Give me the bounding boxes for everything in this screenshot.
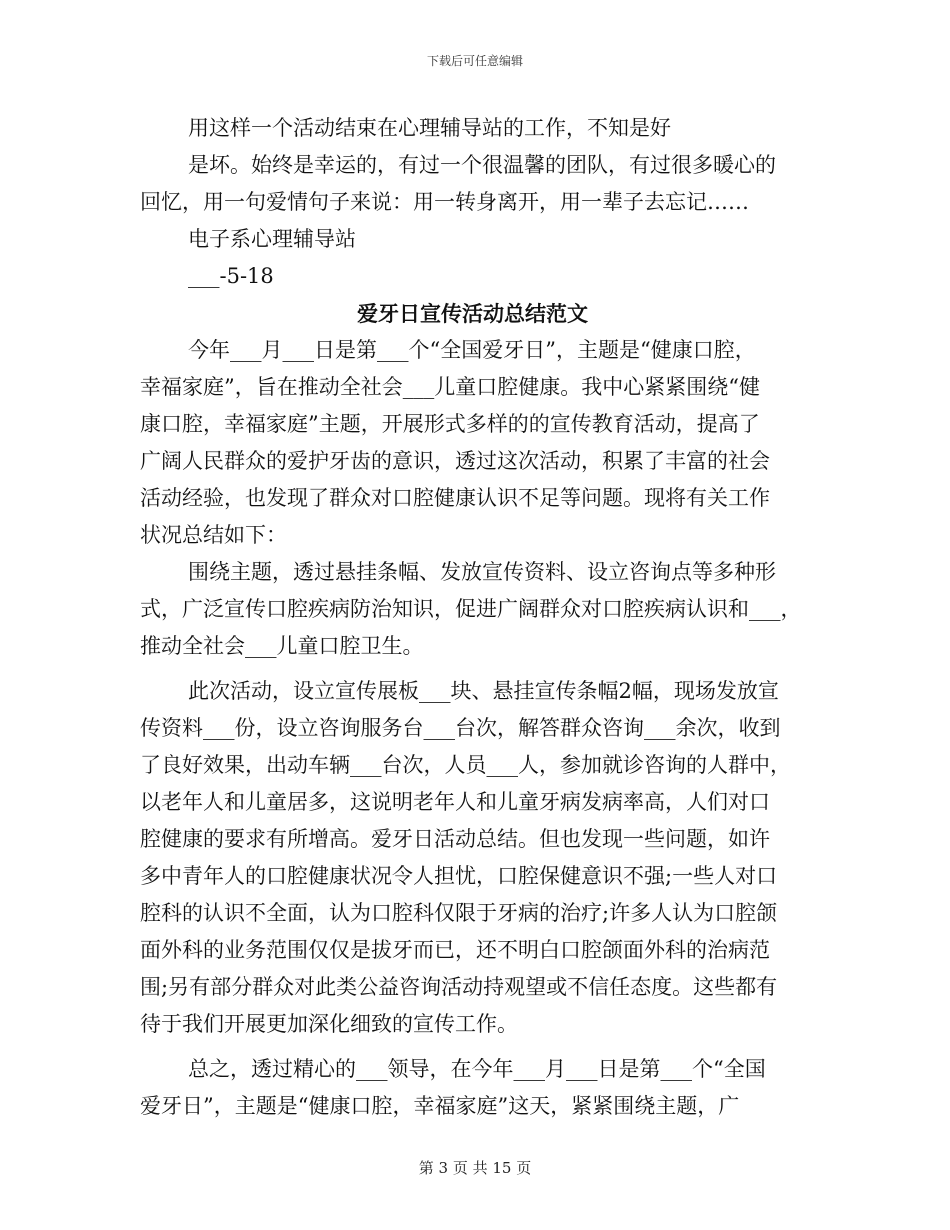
paragraph-line: 活动经验，也发现了群众对口腔健康认识不足等问题。现将有关工作	[140, 486, 770, 510]
paragraph-line: 康口腔，幸福家庭”主题，开展形式多样的的宣传教育活动，提高了	[140, 412, 760, 436]
closing-line: 用这样一个活动结束在心理辅导站的工作，不知是好	[188, 116, 671, 140]
paragraph-line: 推动全社会___儿童口腔卫生。	[140, 634, 424, 658]
paragraph-line: 今年___月___日是第___个“全国爱牙日”，主题是“健康口腔，	[188, 338, 756, 362]
header-note: 下载后可任意编辑	[426, 54, 523, 68]
closing-line: 是坏。始终是幸运的，有过一个很温馨的团队，有过很多暖心的	[188, 153, 776, 177]
paragraph-line: 了良好效果，出动车辆___台次，人员___人，参加就诊咨询的人群中，	[140, 753, 791, 777]
paragraph-line: 广阔人民群众的爱护牙齿的意识，透过这次活动，积累了丰富的社会	[140, 449, 770, 473]
paragraph-line: 式，广泛宣传口腔疾病防治知识，促进广阔群众对口腔疾病认识和___，	[140, 597, 802, 621]
paragraph-line: 腔科的认识不全面，认为口腔科仅限于牙病的治疗;许多人认为口腔颌	[140, 901, 778, 925]
paragraph-line: 围绕主题，透过悬挂条幅、发放宣传资料、设立咨询点等多种形	[188, 560, 776, 584]
paragraph-line: 多中青年人的口腔健康状况令人担忧，口腔保健意识不强;一些人对口	[140, 864, 778, 888]
page-number: 第 3 页 共 15 页	[418, 1159, 532, 1177]
paragraph-line: 幸福家庭”，旨在推动全社会___儿童口腔健康。我中心紧紧围绕“健	[140, 375, 760, 399]
paragraph-line: 此次活动，设立宣传展板___块、悬挂宣传条幅2幅，现场发放宣	[188, 679, 779, 703]
closing-line: 回忆，用一句爱情句子来说：用一转身离开，用一辈子去忘记……	[140, 190, 749, 214]
paragraph-line: 总之，透过精心的___领导，在今年___月___日是第___个“全国	[188, 1057, 766, 1081]
paragraph-line: 传资料___份，设立咨询服务台___台次，解答群众咨询___余次，收到	[140, 716, 781, 740]
document-body	[140, 110, 805, 1125]
closing-signature: 电子系心理辅导站	[188, 227, 356, 251]
article-title: 爱牙日宣传活动总结范文	[357, 301, 588, 326]
paragraph-line: 待于我们开展更加深化细致的宣传工作。	[140, 1012, 518, 1036]
paragraph-line: 围;另有部分群众对此类公益咨询活动持观望或不信任态度。这些都有	[140, 975, 778, 999]
closing-date: ___-5-18	[188, 264, 274, 288]
paragraph-line: 面外科的业务范围仅仅是拔牙而已，还不明白口腔颌面外科的治病范	[140, 938, 770, 962]
paragraph-line: 以老年人和儿童居多，这说明老年人和儿童牙病发病率高，人们对口	[140, 790, 770, 814]
paragraph-line: 腔健康的要求有所增高。爱牙日活动总结。但也发现一些问题，如许	[140, 827, 770, 851]
paragraph-line: 状况总结如下：	[140, 523, 287, 547]
paragraph-line: 爱牙日”，主题是“健康口腔，幸福家庭”这天，紧紧围绕主题，广	[140, 1094, 740, 1118]
